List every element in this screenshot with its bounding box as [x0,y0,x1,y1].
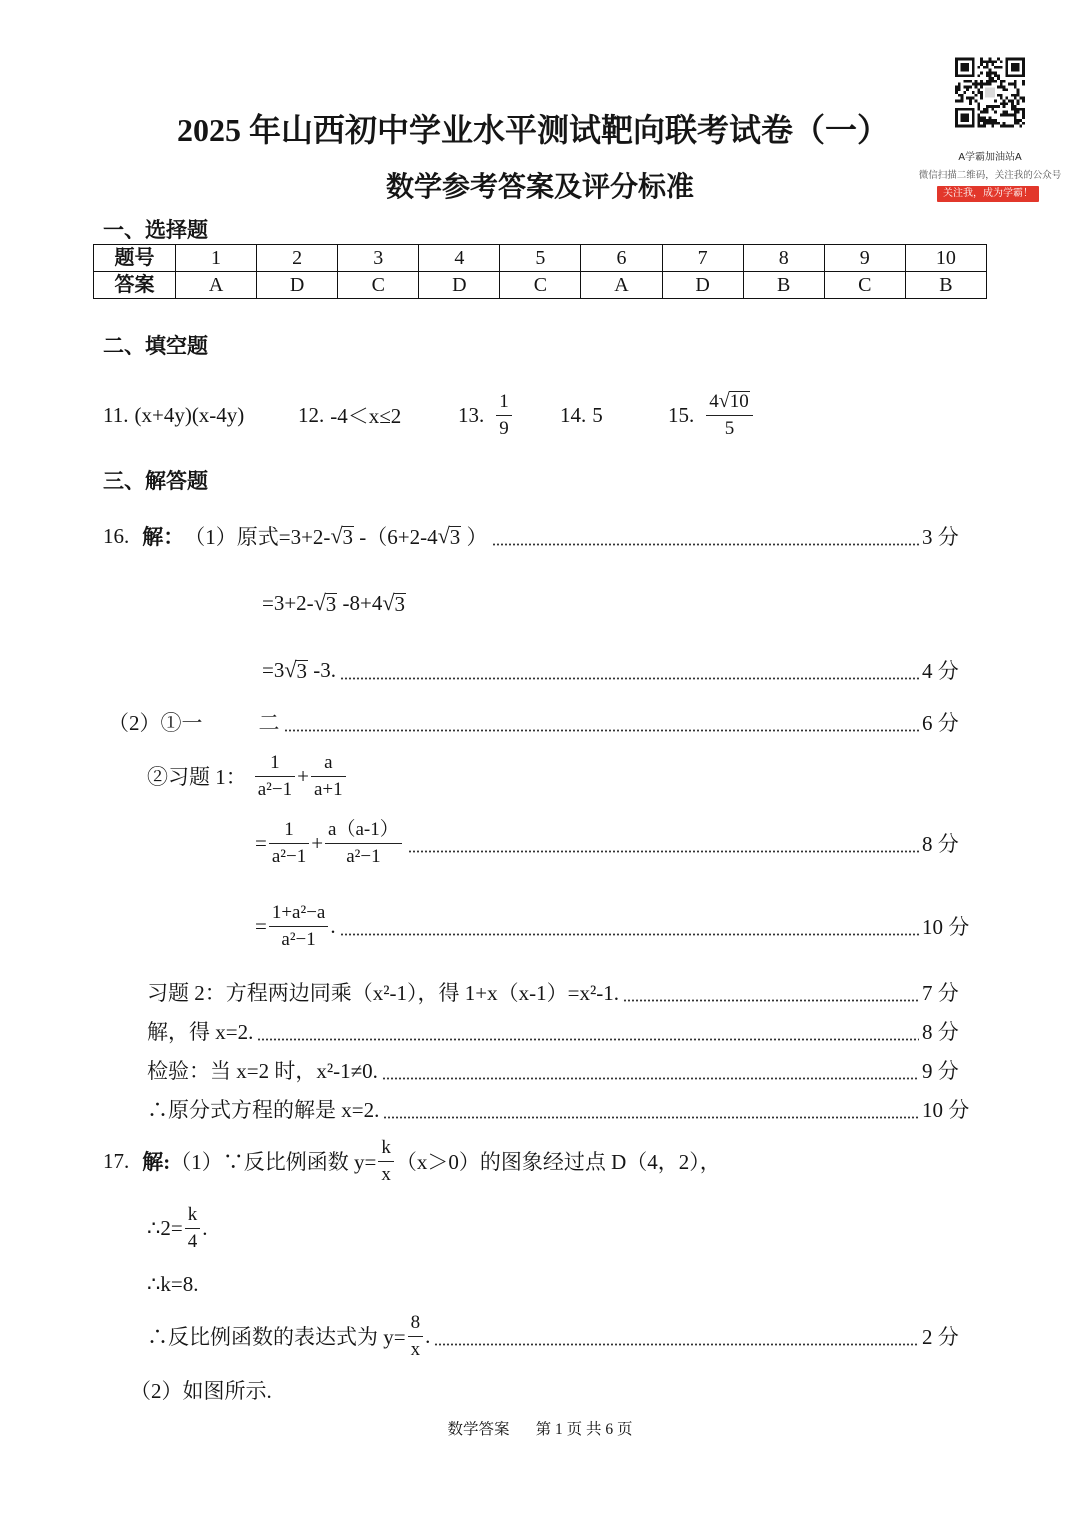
q16-step-3 [262,640,972,700]
denominator: a²−1 [271,845,307,867]
solution-label: 解: [142,1150,171,1174]
answer-cell: B [905,272,986,299]
score: 10 分 [922,1098,970,1122]
exercise-1-step-2 [255,813,972,873]
numerator: 1 [496,389,512,416]
q17-step-2 [147,1198,207,1258]
fill-answer-12 [298,385,401,445]
fraction [185,1202,201,1255]
exercise-label: ②习题 1： [147,765,247,789]
q17-part-2 [130,1360,272,1420]
square-root [314,592,338,614]
expression-text: -3. [307,657,336,682]
expression-text: =3 [262,657,285,682]
exam-subtitle: 数学参考答案及评分标准 [385,172,694,203]
denominator: 4 [187,1230,198,1252]
denominator: x [410,1338,421,1360]
expression-text: -（6+2-4 [354,525,438,549]
numerator: a [311,750,346,777]
fraction [378,1135,394,1188]
answer-cell: A [581,272,662,299]
exercise-1-expression [147,746,348,806]
page-number: 第 1 页 共 6 页 [535,1421,633,1438]
square-root [438,525,462,547]
row-label: 题号 [94,245,176,272]
answer-text: -4＜x≤2 [330,404,402,428]
fill-answer-14 [560,385,603,445]
q16-part-2 [108,692,972,752]
question-number-cell: 3 [338,245,419,272]
period: . [330,913,336,938]
fraction [325,817,402,870]
square-root [719,390,750,412]
q17-step-4 [147,1306,972,1366]
fraction [269,900,329,953]
score: 6 分 [922,711,959,735]
square-root [382,592,406,614]
part-label: （2）①一 [108,711,203,735]
solution-text: ∴反比例函数的表达式为 y= [147,1325,406,1349]
fraction [408,1310,424,1363]
operator: + [297,763,309,788]
radicand: √ 3 [296,659,307,683]
radicand: √ 3 [325,592,337,616]
follow-badge: 关注我，成为学霸！ [937,186,1039,202]
dotted-leader [408,850,919,853]
q16-step-2 [262,573,406,633]
question-number: 15. [668,402,695,427]
numerator: 8 [408,1310,424,1337]
denominator: a+1 [313,778,343,800]
exercise-1-step-3 [255,896,972,956]
score: 4 分 [922,659,959,683]
fraction [706,389,752,442]
score: 8 分 [922,1020,959,1044]
question-number-cell: 2 [257,245,338,272]
answer-text: 5 [592,402,603,427]
solution-text: 习题 2：方程两边同乘（x²-1），得 1+x（x-1）=x²-1. [147,981,620,1005]
table-row-answers [94,272,987,299]
denominator: 5 [724,417,735,439]
score: 8 分 [922,832,959,856]
solution-text: 解，得 x=2. [147,1020,254,1044]
numerator: k [185,1202,201,1229]
equals-sign: = [255,830,267,855]
question-number: 13. [458,402,485,427]
denominator: x [381,1163,391,1185]
numerator: 1 [269,817,309,844]
expression-text: =3+2- [262,590,314,615]
section-heading-fill: 二、填空题 [103,334,208,358]
row-label: 答案 [94,272,176,299]
q17-step-3 [147,1254,198,1314]
question-number-cell: 5 [500,245,581,272]
score: 9 分 [922,1059,959,1083]
solution-text: （1）∵反比例函数 y= [170,1150,377,1174]
question-number-cell: 8 [743,245,824,272]
answer-cell: D [419,272,500,299]
operator: + [311,830,324,855]
answer-text: 二 [258,711,280,735]
numerator: a（a-1） [325,817,402,844]
question-number-cell: 7 [662,245,743,272]
exercise-2-step [147,1079,972,1139]
fill-answer-13 [458,385,514,445]
square-root [284,659,308,681]
dotted-leader [284,729,920,732]
period: . [425,1323,431,1348]
answer-cell: D [662,272,743,299]
expression-text: （1）原式=3+2- [184,525,331,549]
fraction [255,750,295,803]
solution-label: 解： [142,525,185,549]
answer-cell: C [824,272,905,299]
qr-caption: A学霸加油站A [958,152,1022,163]
question-number: 12. [298,402,325,427]
denominator: 9 [499,417,509,439]
solution-text: （x＞0）的图象经过点 D（4，2）， [395,1150,721,1174]
q16-step-1 [103,506,972,566]
solution-text: （2）如图所示. [130,1379,272,1403]
answer-cell: B [743,272,824,299]
question-number: 16. [103,523,130,548]
coefficient: 4 [709,390,719,412]
denominator: a²−1 [257,778,293,800]
answer-cell: A [176,272,257,299]
answer-cell: D [257,272,338,299]
answer-text: (x+4y)(x-4y) [134,402,245,427]
fill-answer-11 [103,385,244,445]
question-number: 11. [103,402,129,427]
radicand: √ 3 [394,592,405,616]
fraction [496,389,512,442]
radicand: √ 3 [342,525,354,549]
q17-step-1 [103,1131,721,1191]
question-number: 14. [560,402,587,427]
qr-hint: 微信扫描二维码，关注我的公众号 [918,170,1062,181]
table-row-numbers [94,245,987,272]
question-number-cell: 1 [176,245,257,272]
expression-text: ） [461,525,488,549]
exam-title: 2025 年山西初中学业水平测试靶向联考试卷（一） [176,112,889,148]
numerator: k [378,1135,394,1162]
dotted-leader [340,677,919,680]
question-number-cell: 4 [419,245,500,272]
question-number-cell: 9 [824,245,905,272]
score: 10 分 [922,915,970,939]
question-number-cell: 6 [581,245,662,272]
numerator: 1 [255,750,295,777]
dotted-leader [383,1116,919,1119]
section-heading-choice: 一、选择题 [103,218,208,242]
score: 3 分 [922,525,959,549]
fraction [311,750,346,803]
numerator [706,389,752,416]
denominator: a²−1 [346,845,381,867]
score: 2 分 [922,1325,959,1349]
dotted-leader [434,1343,919,1346]
solution-text: 检验：当 x=2 时，x²-1≠0. [147,1059,378,1083]
answer-cell: C [338,272,419,299]
fill-answer-15 [668,385,755,445]
denominator: a²−1 [281,928,316,950]
expression-text: -8+4 [337,590,383,615]
radicand: √ 3 [449,525,461,549]
solution-text: ∴2= [147,1215,183,1240]
answer-cell: C [500,272,581,299]
section-heading-solution: 三、解答题 [103,469,208,493]
period: . [202,1215,208,1240]
radicand: √ 10 [729,390,749,412]
page-footer [0,1419,1080,1441]
square-root [330,525,354,547]
dotted-leader [492,543,920,546]
question-number: 17. [103,1148,130,1173]
numerator: 1+a²−a [269,900,329,927]
choice-answer-table [93,244,987,299]
question-number-cell: 10 [905,245,986,272]
dotted-leader [340,933,919,936]
footer-subject: 数学答案 [447,1421,510,1438]
fraction [269,817,309,870]
solution-text: ∴原分式方程的解是 x=2. [147,1098,380,1122]
qr-code-icon [955,57,1025,128]
equals-sign: = [255,913,267,938]
solution-text: ∴k=8. [147,1271,199,1296]
score: 7 分 [922,981,959,1005]
